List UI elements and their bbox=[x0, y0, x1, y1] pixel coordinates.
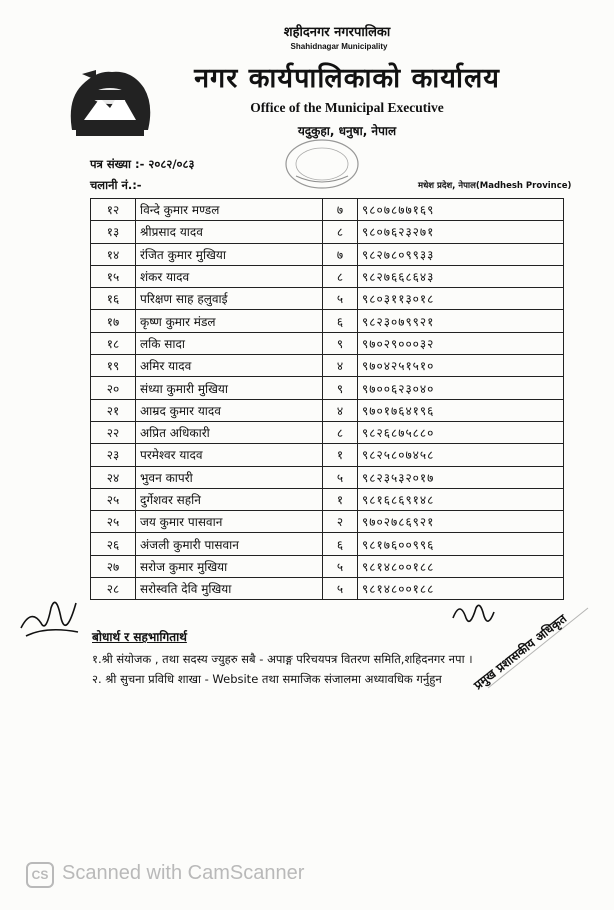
count: ९ bbox=[323, 377, 358, 399]
table-row bbox=[91, 578, 564, 600]
office-stamp-icon bbox=[282, 136, 362, 192]
table-row bbox=[91, 221, 564, 243]
person-name: अंजली कुमारी पासवान bbox=[136, 533, 323, 555]
count: ४ bbox=[323, 355, 358, 377]
person-name: अप्रित अधिकारी bbox=[136, 421, 323, 443]
person-name: कृष्ण कुमार मंडल bbox=[136, 310, 323, 332]
phone-number: ९८१७६००९९६ bbox=[358, 533, 564, 555]
phone-number: ९८१६८६९१४८ bbox=[358, 488, 564, 510]
serial-number: १९ bbox=[91, 355, 136, 377]
serial-number: २६ bbox=[91, 533, 136, 555]
office-location: यदुकुहा, धनुषा, नेपाल bbox=[297, 124, 397, 138]
table-row bbox=[91, 243, 564, 265]
count: ८ bbox=[323, 265, 358, 287]
serial-number: २३ bbox=[91, 444, 136, 466]
serial-number: १८ bbox=[91, 332, 136, 354]
table-row bbox=[91, 265, 564, 287]
count: ५ bbox=[323, 288, 358, 310]
signature-right-icon bbox=[448, 598, 598, 698]
camscanner-logo-icon: CS bbox=[26, 862, 54, 888]
person-name: दुर्गेशवर सहनि bbox=[136, 488, 323, 510]
count: ७ bbox=[323, 199, 358, 221]
watermark-text: Scanned with CamScanner bbox=[62, 862, 305, 884]
serial-number: २२ bbox=[91, 421, 136, 443]
count: ५ bbox=[323, 555, 358, 577]
person-name: श्रीप्रसाद यादव bbox=[136, 221, 323, 243]
table-row bbox=[91, 466, 564, 488]
person-name: आम्रद कुमार यादव bbox=[136, 399, 323, 421]
person-name: परिक्षण साह हलुवाई bbox=[136, 288, 323, 310]
table-row bbox=[91, 377, 564, 399]
count: ८ bbox=[323, 221, 358, 243]
phone-number: ९८२३०७९९२१ bbox=[358, 310, 564, 332]
phone-number: ९८२३५३२०१७ bbox=[358, 466, 564, 488]
phone-number: ९७०१७६४१९६ bbox=[358, 399, 564, 421]
province-label: मधेश प्रदेश, नेपाल(Madhesh Province) bbox=[418, 181, 572, 191]
serial-number: २७ bbox=[91, 555, 136, 577]
table-row bbox=[91, 310, 564, 332]
phone-number: ९८२७६६८६४३ bbox=[358, 265, 564, 287]
serial-number: २५ bbox=[91, 511, 136, 533]
phone-number: ९७०४२५१५१० bbox=[358, 355, 564, 377]
person-name: रंजित कुमार मुखिया bbox=[136, 243, 323, 265]
table-row bbox=[91, 511, 564, 533]
person-name: सरोस्वति देवि मुखिया bbox=[136, 578, 323, 600]
municipality-name-en: Shahidnagar Municipality bbox=[290, 42, 388, 51]
signature-stamp-text: प्रमुख प्रशासकीय अधिकृत bbox=[471, 611, 570, 693]
serial-number: १५ bbox=[91, 265, 136, 287]
serial-number: १६ bbox=[91, 288, 136, 310]
table-row bbox=[91, 555, 564, 577]
phone-number: ९८१४८००१८८ bbox=[358, 555, 564, 577]
phone-number: ९८२६८७५८८० bbox=[358, 421, 564, 443]
serial-number: १३ bbox=[91, 221, 136, 243]
person-name: सरोज कुमार मुखिया bbox=[136, 555, 323, 577]
serial-number: २१ bbox=[91, 399, 136, 421]
municipality-name-np: शहीदनगर नगरपालिका bbox=[283, 25, 391, 40]
table-row bbox=[91, 399, 564, 421]
person-name: अमिर यादव bbox=[136, 355, 323, 377]
signature-left-icon bbox=[16, 588, 86, 643]
count: २ bbox=[323, 511, 358, 533]
person-name: संध्या कुमारी मुखिया bbox=[136, 377, 323, 399]
count: ६ bbox=[323, 533, 358, 555]
phone-number: ९८१४८००१८८ bbox=[358, 578, 564, 600]
cc-item-1: १.श्री संयोजक , तथा सदस्य ज्युहरु सबै - अपाङ्ग परिचयपत्र वितरण समिति,शहिदनगर नपा । bbox=[92, 652, 473, 666]
person-name: शंकर यादव bbox=[136, 265, 323, 287]
count: ६ bbox=[323, 310, 358, 332]
count: ५ bbox=[323, 578, 358, 600]
person-name: जय कुमार पासवान bbox=[136, 511, 323, 533]
table-row bbox=[91, 288, 564, 310]
phone-number: ९८०३११३०१८ bbox=[358, 288, 564, 310]
phone-number: ९८०७६२३२७१ bbox=[358, 221, 564, 243]
serial-number: २४ bbox=[91, 466, 136, 488]
watermark bbox=[26, 862, 304, 885]
letter-number: पत्र संख्या :- २०८२/०८३ bbox=[90, 157, 195, 171]
phone-number: ९७०२७८६९२१ bbox=[358, 511, 564, 533]
serial-number: १४ bbox=[91, 243, 136, 265]
table-row bbox=[91, 355, 564, 377]
dispatch-number: चलानी नं.:- bbox=[90, 178, 142, 192]
cc-heading: बोधार्थ र सहभागितार्थ bbox=[92, 630, 187, 644]
count: ८ bbox=[323, 421, 358, 443]
phone-number: ९८२७८०९९३३ bbox=[358, 243, 564, 265]
cc-item-2: २. श्री सुचना प्रविधि शाखा - Website तथा समाजिक संजालमा अध्यावधिक गर्नुहुन bbox=[92, 672, 442, 686]
count: ९ bbox=[323, 332, 358, 354]
serial-number: २० bbox=[91, 377, 136, 399]
phone-number: ९८२५८०७४५८ bbox=[358, 444, 564, 466]
table-row bbox=[91, 488, 564, 510]
office-title-en: Office of the Municipal Executive bbox=[250, 100, 444, 115]
office-title-np: नगर कार्यपालिकाको कार्यालय bbox=[194, 63, 500, 94]
count: ७ bbox=[323, 243, 358, 265]
serial-number: २८ bbox=[91, 578, 136, 600]
count: १ bbox=[323, 488, 358, 510]
count: १ bbox=[323, 444, 358, 466]
person-name: विन्दे कुमार मण्डल bbox=[136, 199, 323, 221]
serial-number: १७ bbox=[91, 310, 136, 332]
person-name: लकि सादा bbox=[136, 332, 323, 354]
count: ५ bbox=[323, 466, 358, 488]
phone-number: ९७००६२३०४० bbox=[358, 377, 564, 399]
phone-number: ९७०२९०००३२ bbox=[358, 332, 564, 354]
table-row bbox=[91, 421, 564, 443]
phone-number: ९८०७८७७१६९ bbox=[358, 199, 564, 221]
table-row bbox=[91, 444, 564, 466]
person-name: भुवन कापरी bbox=[136, 466, 323, 488]
person-name: परमेश्वर यादव bbox=[136, 444, 323, 466]
table-row bbox=[91, 533, 564, 555]
table-row bbox=[91, 332, 564, 354]
table-row bbox=[91, 199, 564, 221]
beneficiary-table bbox=[90, 198, 564, 600]
serial-number: २५ bbox=[91, 488, 136, 510]
count: ४ bbox=[323, 399, 358, 421]
serial-number: १२ bbox=[91, 199, 136, 221]
